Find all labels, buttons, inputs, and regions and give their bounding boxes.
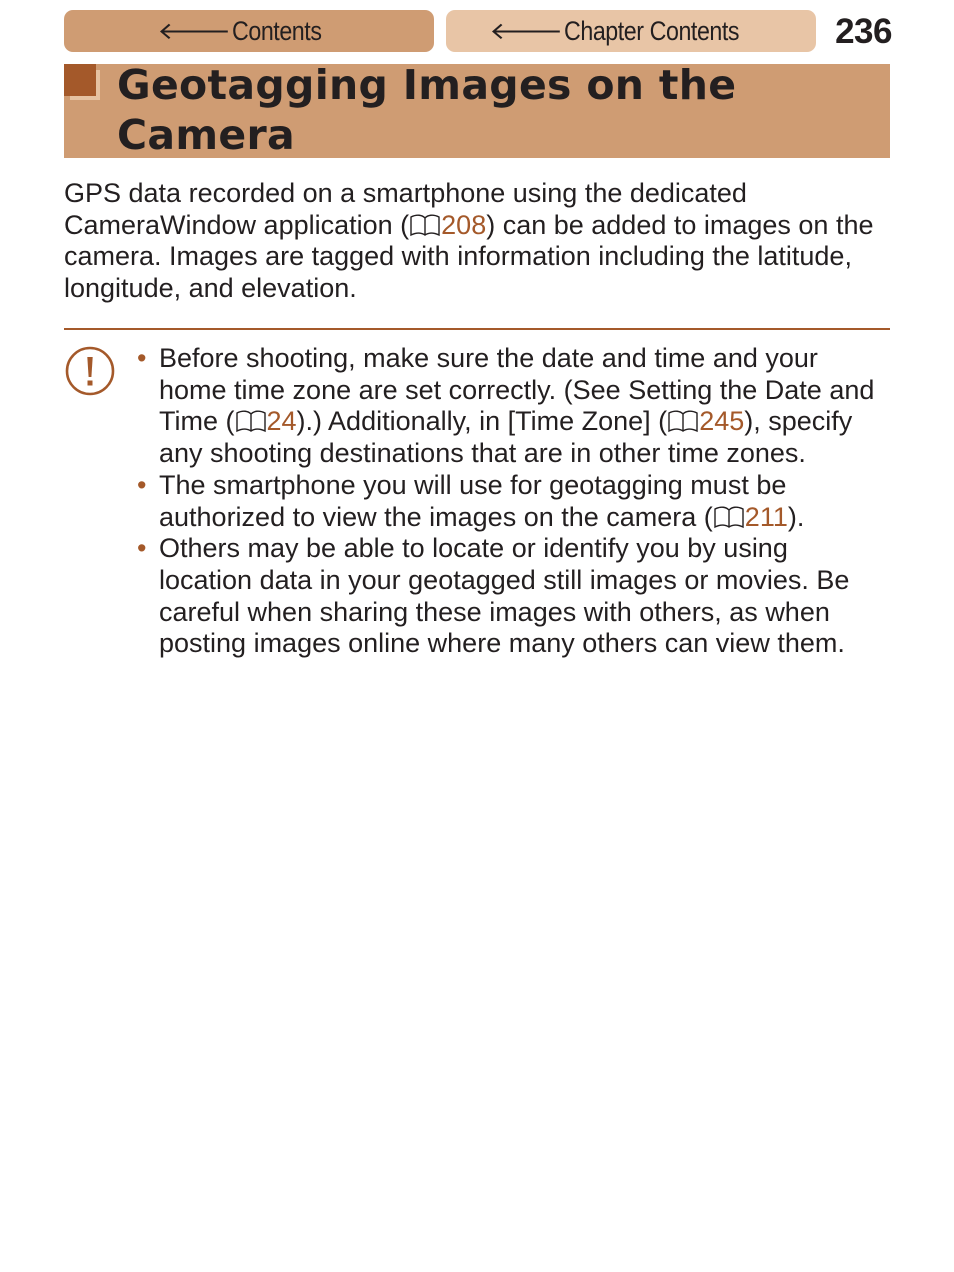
page-ref-number: 211 [744, 501, 788, 532]
page-title-line2: Camera [117, 111, 295, 159]
title-marker [64, 64, 96, 96]
page-ref-number: 245 [699, 406, 745, 437]
note-text: The smartphone you will use for geotagging must be authorized to view the images on the camera ( [159, 469, 787, 532]
bullet-icon: • [137, 533, 147, 564]
book-icon [713, 505, 745, 529]
page-number: 236 [835, 12, 892, 51]
book-icon [409, 213, 441, 237]
intro-text: GPS data recorded on a smartphone using the dedicated CameraWindow application ( [64, 178, 747, 240]
page-ref-link[interactable] [235, 406, 297, 436]
note-text: Others may be able to locate or identify you by using location data in your geotagged still images or movies. Be careful when sharing these images with others, as when posting images online where many others can view them. [159, 533, 850, 659]
contents-button[interactable] [64, 10, 434, 52]
chapter-contents-label: Chapter Contents [564, 15, 740, 46]
bullet-icon: • [137, 343, 147, 373]
page-ref-number: 24 [266, 406, 297, 437]
book-icon [667, 409, 699, 433]
caution-icon [65, 346, 117, 398]
caution-list [137, 343, 882, 660]
book-icon [235, 409, 267, 433]
note-text: ).) Additionally, in [Time Zone] ( [296, 406, 668, 437]
page-ref-link[interactable] [667, 406, 744, 436]
page-ref-link[interactable] [713, 502, 788, 532]
list-item [137, 470, 882, 533]
note-text: Before shooting, make sure the date and time and your home time zone are set correctly. (See Setting the Date and Time ( [159, 343, 875, 437]
list-item [137, 533, 882, 660]
page-ref-link[interactable] [409, 210, 486, 240]
list-item [137, 343, 882, 470]
back-arrow-icon: 🡐 [489, 18, 563, 45]
intro-paragraph [64, 178, 884, 305]
page-title-line1: Geotagging Images on the [117, 61, 737, 109]
contents-label: Contents [231, 15, 322, 46]
note-text: ), specify any shooting destinations that are in other time zones. [159, 406, 853, 469]
chapter-contents-button[interactable] [446, 10, 816, 52]
intro-text: ) can be added to images on the camera. Images are tagged with information including the latitude, longitude, and elevation. [64, 209, 874, 304]
note-text: ). [787, 501, 805, 532]
bullet-icon: • [137, 469, 147, 500]
page-title [117, 60, 877, 160]
section-divider [64, 328, 890, 330]
page-ref-number: 208 [441, 209, 487, 240]
back-arrow-icon: 🡐 [157, 18, 231, 45]
